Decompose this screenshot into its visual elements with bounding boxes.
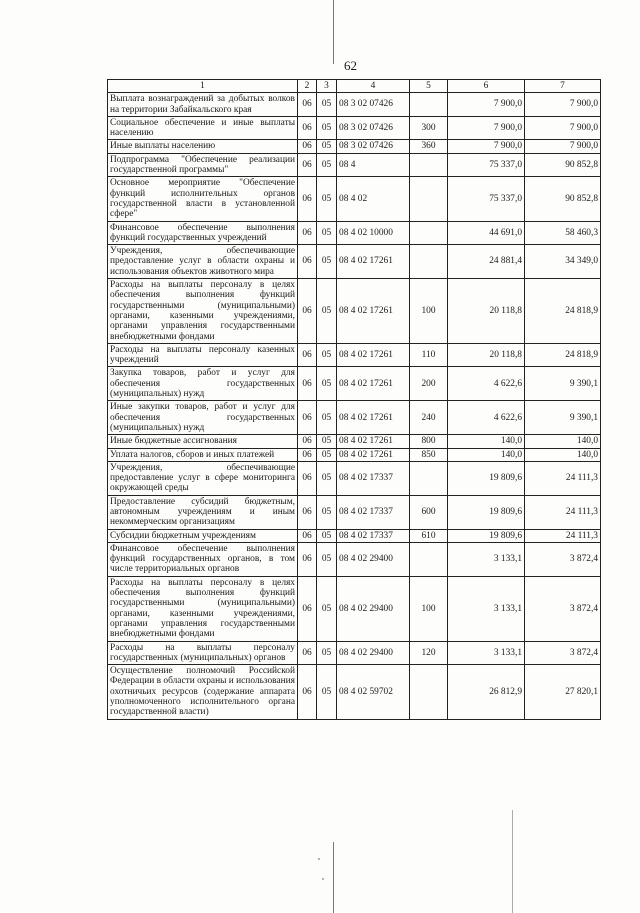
row-name: Финансовое обеспечение выполнения функций государственных органов, в том числе территориальных органов [108, 542, 298, 576]
row-amount-2: 24 818,9 [525, 343, 601, 367]
table-row [108, 153, 601, 177]
row-amount-1: 24 881,4 [448, 245, 525, 279]
row-amount-2: 34 349,0 [525, 245, 601, 279]
row-amount-1: 20 118,8 [448, 343, 525, 367]
row-amount-1: 20 118,8 [448, 279, 525, 344]
header-col-1: 1 [108, 80, 298, 93]
row-amount-1: 75 337,0 [448, 153, 525, 177]
row-pr: 05 [317, 140, 337, 153]
row-amount-2: 24 111,3 [525, 495, 601, 529]
row-amount-1: 3 133,1 [448, 576, 525, 641]
row-pr: 05 [317, 641, 337, 665]
row-pr: 05 [317, 93, 337, 117]
row-rz: 06 [298, 435, 317, 448]
row-amount-1: 75 337,0 [448, 177, 525, 221]
row-amount-2: 24 111,3 [525, 529, 601, 542]
table-row [108, 177, 601, 221]
row-name: Расходы на выплаты персоналу государственных (муниципальных) органов [108, 641, 298, 665]
header-col-5: 5 [410, 80, 448, 93]
table-row [108, 576, 601, 641]
row-amount-2: 27 820,1 [525, 665, 601, 719]
row-csr: 08 4 02 17261 [337, 448, 410, 461]
row-name: Учреждения, обеспечивающие предоставление услуг в сфере мониторинга окружающей среды [108, 461, 298, 495]
row-name: Расходы на выплаты персоналу казенных учреждений [108, 343, 298, 367]
row-csr: 08 4 02 17261 [337, 343, 410, 367]
row-vr [410, 93, 448, 117]
row-rz: 06 [298, 529, 317, 542]
row-pr: 05 [317, 435, 337, 448]
row-amount-2: 90 852,8 [525, 153, 601, 177]
row-rz: 06 [298, 367, 317, 401]
row-pr: 05 [317, 343, 337, 367]
row-csr: 08 3 02 07426 [337, 140, 410, 153]
row-amount-2: 9 390,1 [525, 367, 601, 401]
row-rz: 06 [298, 495, 317, 529]
row-name: Основное мероприятие "Обеспечение функций исполнительных органов государственной власти в установленной сфере" [108, 177, 298, 221]
row-rz: 06 [298, 93, 317, 117]
row-vr: 600 [410, 495, 448, 529]
row-vr: 300 [410, 116, 448, 140]
row-csr: 08 4 02 29400 [337, 576, 410, 641]
row-pr: 05 [317, 401, 337, 435]
row-vr [410, 245, 448, 279]
row-csr: 08 4 02 59702 [337, 665, 410, 719]
row-csr: 08 4 02 17261 [337, 401, 410, 435]
row-name: Иные закупки товаров, работ и услуг для обеспечения государственных (муниципальных) нужд [108, 401, 298, 435]
row-pr: 05 [317, 367, 337, 401]
scan-speck [318, 858, 320, 860]
row-rz: 06 [298, 401, 317, 435]
row-pr: 05 [317, 448, 337, 461]
row-vr [410, 153, 448, 177]
row-csr: 08 4 02 17337 [337, 461, 410, 495]
table-row [108, 665, 601, 719]
scan-fold-line-top [333, 0, 334, 64]
table-row [108, 542, 601, 576]
row-vr: 120 [410, 641, 448, 665]
row-name: Выплата вознаграждений за добытых волков на территории Забайкальского края [108, 93, 298, 117]
row-name: Закупка товаров, работ и услуг для обеспечения государственных (муниципальных) нужд [108, 367, 298, 401]
row-vr [410, 177, 448, 221]
row-vr [410, 221, 448, 245]
row-amount-1: 44 691,0 [448, 221, 525, 245]
row-csr: 08 4 02 17337 [337, 495, 410, 529]
row-pr: 05 [317, 529, 337, 542]
row-pr: 05 [317, 495, 337, 529]
row-amount-1: 19 809,6 [448, 529, 525, 542]
header-row [108, 80, 601, 93]
row-rz: 06 [298, 343, 317, 367]
row-amount-2: 7 900,0 [525, 116, 601, 140]
row-amount-1: 19 809,6 [448, 461, 525, 495]
row-name: Финансовое обеспечение выполнения функций государственных учреждений [108, 221, 298, 245]
table-row [108, 641, 601, 665]
header-col-3: 3 [317, 80, 337, 93]
row-amount-1: 19 809,6 [448, 495, 525, 529]
scan-fold-line-right [512, 810, 513, 913]
row-pr: 05 [317, 665, 337, 719]
row-amount-2: 3 872,4 [525, 641, 601, 665]
row-amount-2: 7 900,0 [525, 140, 601, 153]
row-csr: 08 4 02 10000 [337, 221, 410, 245]
scan-speck [322, 878, 324, 880]
row-amount-2: 3 872,4 [525, 542, 601, 576]
row-amount-2: 9 390,1 [525, 401, 601, 435]
row-name: Расходы на выплаты персоналу в целях обеспечения выполнения функций государственными (муниципальными) органами, казенными учреждениями, органами управления государственными внебюджетными фондами [108, 576, 298, 641]
table-row [108, 116, 601, 140]
row-name: Субсидии бюджетным учреждениям [108, 529, 298, 542]
row-amount-2: 140,0 [525, 448, 601, 461]
row-rz: 06 [298, 461, 317, 495]
row-rz: 06 [298, 641, 317, 665]
row-csr: 08 3 02 07426 [337, 116, 410, 140]
row-rz: 06 [298, 116, 317, 140]
row-csr: 08 4 [337, 153, 410, 177]
row-vr: 800 [410, 435, 448, 448]
table-row [108, 367, 601, 401]
row-vr: 850 [410, 448, 448, 461]
row-rz: 06 [298, 542, 317, 576]
row-rz: 06 [298, 221, 317, 245]
header-col-2: 2 [298, 80, 317, 93]
table-row [108, 140, 601, 153]
row-vr: 360 [410, 140, 448, 153]
row-rz: 06 [298, 665, 317, 719]
row-vr [410, 461, 448, 495]
row-vr [410, 665, 448, 719]
row-rz: 06 [298, 279, 317, 344]
table-row [108, 448, 601, 461]
row-name: Расходы на выплаты персоналу в целях обеспечения выполнения функций государственными (муниципальными) органами, казенными учреждениями, органами управления государственными внебюджетными фондами [108, 279, 298, 344]
scan-fold-line-bottom [333, 842, 334, 913]
row-amount-1: 7 900,0 [448, 140, 525, 153]
row-csr: 08 4 02 17261 [337, 279, 410, 344]
row-csr: 08 4 02 [337, 177, 410, 221]
table-row [108, 401, 601, 435]
row-name: Иные бюджетные ассигнования [108, 435, 298, 448]
table-row [108, 343, 601, 367]
row-name: Учреждения, обеспечивающие предоставление услуг в области охраны и использования объектов животного мира [108, 245, 298, 279]
row-rz: 06 [298, 177, 317, 221]
row-amount-1: 140,0 [448, 435, 525, 448]
page-number: 62 [344, 58, 357, 73]
row-csr: 08 4 02 17261 [337, 367, 410, 401]
row-csr: 08 4 02 17261 [337, 435, 410, 448]
row-amount-1: 7 900,0 [448, 93, 525, 117]
table-row [108, 529, 601, 542]
row-rz: 06 [298, 140, 317, 153]
row-amount-2: 58 460,3 [525, 221, 601, 245]
row-csr: 08 4 02 29400 [337, 542, 410, 576]
row-name: Предоставление субсидий бюджетным, автономным учреждениям и иным некоммерческим организациям [108, 495, 298, 529]
row-pr: 05 [317, 116, 337, 140]
row-rz: 06 [298, 153, 317, 177]
row-amount-1: 7 900,0 [448, 116, 525, 140]
table-row [108, 279, 601, 344]
row-amount-1: 4 622,6 [448, 367, 525, 401]
row-amount-1: 3 133,1 [448, 641, 525, 665]
row-amount-2: 24 111,3 [525, 461, 601, 495]
row-vr: 610 [410, 529, 448, 542]
row-amount-1: 140,0 [448, 448, 525, 461]
table-row [108, 495, 601, 529]
row-csr: 08 3 02 07426 [337, 93, 410, 117]
table-row [108, 435, 601, 448]
row-pr: 05 [317, 576, 337, 641]
header-col-4: 4 [337, 80, 410, 93]
row-name: Подпрограмма "Обеспечение реализации государственной программы" [108, 153, 298, 177]
row-pr: 05 [317, 153, 337, 177]
row-amount-1: 26 812,9 [448, 665, 525, 719]
row-amount-2: 7 900,0 [525, 93, 601, 117]
row-pr: 05 [317, 177, 337, 221]
row-pr: 05 [317, 245, 337, 279]
row-amount-2: 3 872,4 [525, 576, 601, 641]
row-pr: 05 [317, 221, 337, 245]
row-amount-2: 90 852,8 [525, 177, 601, 221]
row-pr: 05 [317, 542, 337, 576]
row-amount-1: 4 622,6 [448, 401, 525, 435]
row-csr: 08 4 02 17337 [337, 529, 410, 542]
row-vr: 100 [410, 576, 448, 641]
row-rz: 06 [298, 448, 317, 461]
row-rz: 06 [298, 576, 317, 641]
header-col-6: 6 [448, 80, 525, 93]
row-vr [410, 542, 448, 576]
row-csr: 08 4 02 17261 [337, 245, 410, 279]
header-col-7: 7 [525, 80, 601, 93]
table-row [108, 461, 601, 495]
table-row [108, 93, 601, 117]
table-row [108, 221, 601, 245]
row-rz: 06 [298, 245, 317, 279]
row-amount-2: 24 818,9 [525, 279, 601, 344]
row-csr: 08 4 02 29400 [337, 641, 410, 665]
table-row [108, 245, 601, 279]
row-vr: 110 [410, 343, 448, 367]
row-amount-1: 3 133,1 [448, 542, 525, 576]
row-pr: 05 [317, 279, 337, 344]
row-name: Иные выплаты населению [108, 140, 298, 153]
row-vr: 240 [410, 401, 448, 435]
row-name: Уплата налогов, сборов и иных платежей [108, 448, 298, 461]
row-vr: 100 [410, 279, 448, 344]
row-amount-2: 140,0 [525, 435, 601, 448]
budget-table [107, 79, 601, 720]
row-name: Социальное обеспечение и иные выплаты населению [108, 116, 298, 140]
row-pr: 05 [317, 461, 337, 495]
row-vr: 200 [410, 367, 448, 401]
row-name: Осуществление полномочий Российской Федерации в области охраны и использования охотничьих ресурсов (содержание аппарата уполномоченного исполнительного органа государственной власти) [108, 665, 298, 719]
